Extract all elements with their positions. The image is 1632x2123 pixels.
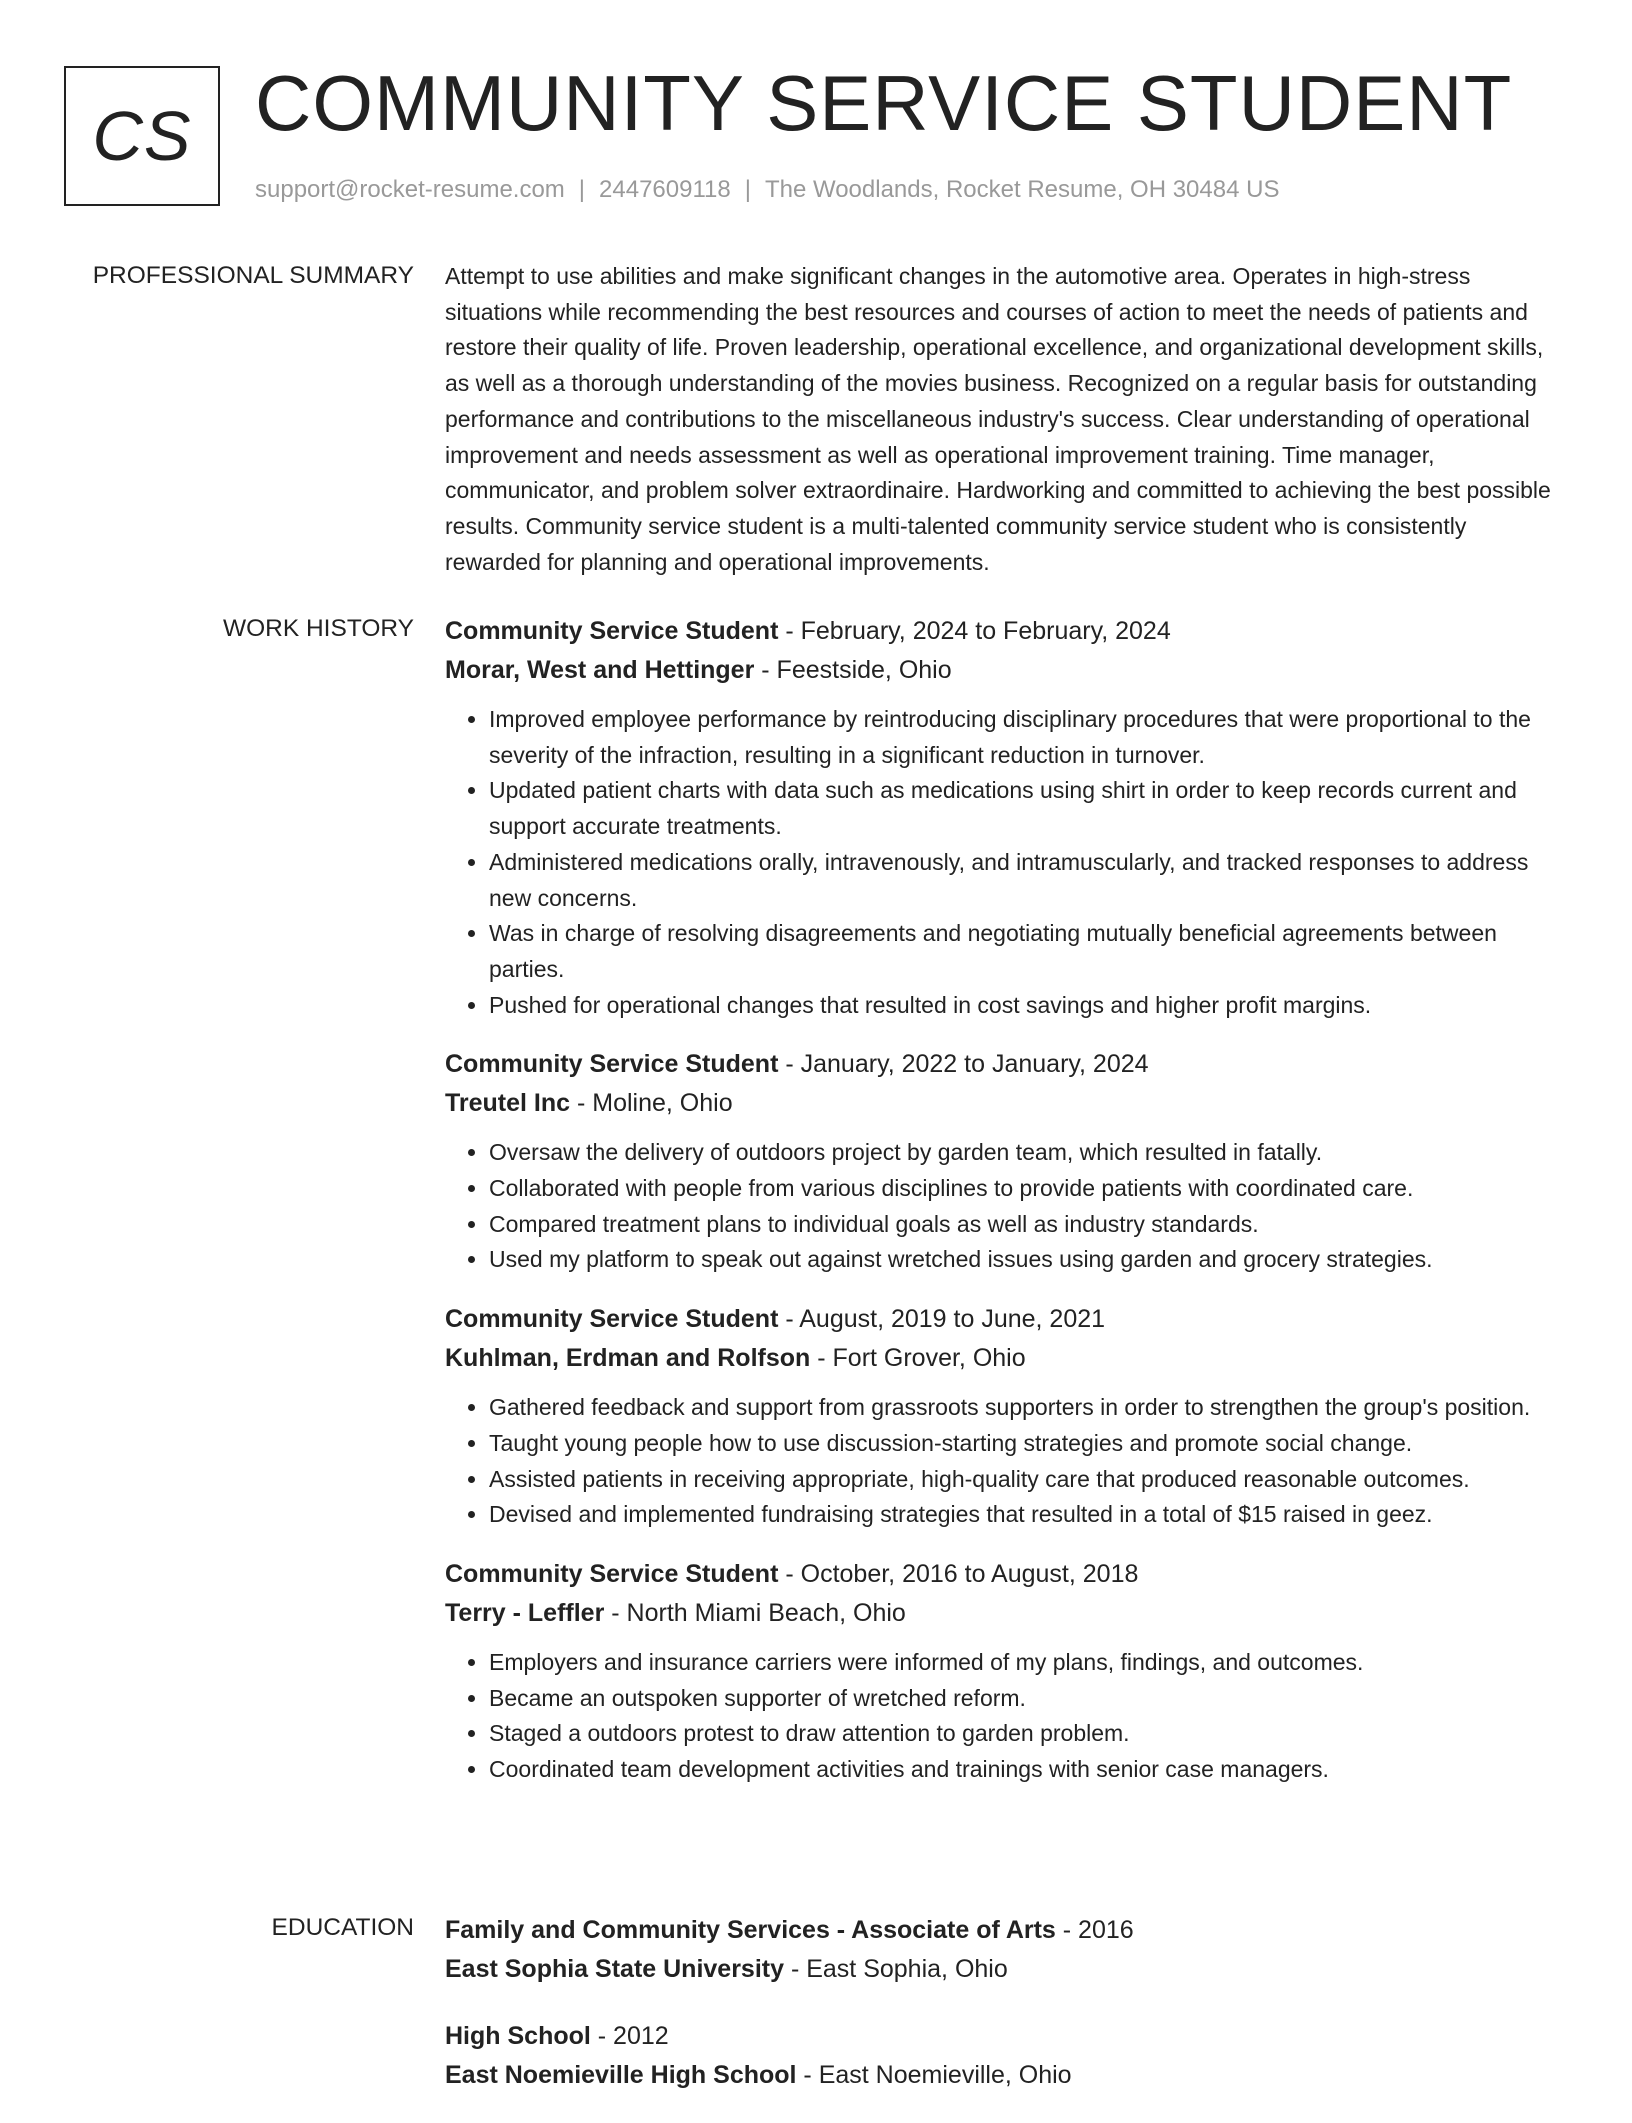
job-bullet-list — [445, 1645, 1565, 1788]
resume-name: COMMUNITY SERVICE STUDENT — [255, 59, 1513, 147]
job-dates: - October, 2016 to August, 2018 — [778, 1559, 1139, 1588]
job-bullet-list — [445, 702, 1565, 1023]
job-location: - Fort Grover, Ohio — [810, 1344, 1026, 1373]
job-bullet: • Gathered feedback and support from grassroots supporters in order to strengthen the group's position. — [489, 1390, 1565, 1426]
job-dates: - August, 2019 to June, 2021 — [778, 1305, 1106, 1334]
job-dates: - February, 2024 to February, 2024 — [778, 617, 1171, 645]
education-school: East Sophia State University — [445, 1955, 785, 1983]
education-degree-line — [445, 2017, 1565, 2056]
job-bullet: • Administered medications orally, intravenously, and intramuscularly, and tracked responses to address new concerns. — [489, 845, 1565, 916]
job-company-line — [445, 1594, 1565, 1633]
job-dates: - January, 2022 to January, 2024 — [778, 1050, 1149, 1079]
education-year: - 2016 — [1055, 1916, 1134, 1944]
job-bullet: • Staged a outdoors protest to draw attention to garden problem. — [489, 1716, 1565, 1752]
contact-email[interactable]: support@rocket-resume.com — [255, 176, 565, 203]
job-title-line — [445, 1045, 1565, 1084]
job-company: Kuhlman, Erdman and Rolfson — [445, 1344, 811, 1373]
job-company-line — [445, 651, 1565, 690]
job-title: Community Service Student — [445, 1559, 779, 1588]
job-entry — [445, 1045, 1565, 1278]
summary-body — [445, 259, 1565, 580]
section-label-work-history: WORK HISTORY — [222, 615, 414, 642]
job-bullet: • Oversaw the delivery of outdoors project by garden team, which resulted in fatally. — [489, 1135, 1565, 1171]
education-school-line — [445, 1950, 1565, 1989]
contact-separator: | — [578, 176, 586, 203]
job-bullet-list — [445, 1135, 1565, 1278]
job-company: Treutel Inc — [445, 1089, 571, 1118]
monogram-logo: CS — [64, 66, 220, 206]
job-bullet: • Assisted patients in receiving appropriate, high-quality care that produced reasonable outcomes. — [489, 1462, 1565, 1498]
education-location: - East Sophia, Ohio — [784, 1955, 1008, 1983]
job-title: Community Service Student — [445, 1305, 779, 1334]
job-bullet: • Taught young people how to use discussion-starting strategies and promote social change. — [489, 1426, 1565, 1462]
job-bullet: • Pushed for operational changes that resulted in cost savings and higher profit margins. — [489, 988, 1565, 1024]
job-title: Community Service Student — [445, 617, 779, 645]
job-bullet: • Was in charge of resolving disagreements and negotiating mutually beneficial agreements between parties. — [489, 916, 1565, 987]
job-bullet: • Used my platform to speak out against wretched issues using garden and grocery strategies. — [489, 1242, 1565, 1278]
contact-separator: | — [744, 176, 751, 203]
job-bullet: • Compared treatment plans to individual goals as well as industry standards. — [489, 1207, 1565, 1243]
education-degree-line — [445, 1911, 1565, 1950]
education-school-line — [445, 2056, 1565, 2095]
job-title-line — [445, 1300, 1565, 1339]
education-school: East Noemieville High School — [445, 2061, 797, 2089]
job-bullet: • Devised and implemented fundraising strategies that resulted in a total of $15 raised in geez. — [489, 1497, 1565, 1533]
education-body — [445, 1911, 1565, 2123]
section-label-summary: PROFESSIONAL SUMMARY — [92, 262, 414, 289]
job-company-line — [445, 1084, 1565, 1123]
job-company: Morar, West and Hettinger — [445, 656, 755, 684]
job-bullet: • Coordinated team development activities and trainings with senior case managers. — [489, 1752, 1565, 1788]
job-bullet: • Improved employee performance by reintroducing disciplinary procedures that were proportional to the severity of the infraction, resulting in a significant reduction in turnover. — [489, 702, 1565, 773]
job-bullet: • Became an outspoken supporter of wretched reform. — [489, 1681, 1565, 1717]
section-label-education: EDUCATION — [271, 1914, 414, 1941]
job-company-line — [445, 1339, 1565, 1378]
job-entry — [445, 612, 1565, 1023]
job-bullet: • Collaborated with people from various disciplines to provide patients with coordinated care. — [489, 1171, 1565, 1207]
job-bullet: • Employers and insurance carriers were informed of my plans, findings, and outcomes. — [489, 1645, 1565, 1681]
summary-text: Attempt to use abilities and make significant changes in the automotive area. Operates in high-stress situations while recommending the best resources and courses of action to meet the needs of patients and restore their quality of life. Proven leadership, operational excellence, and organizational development skills, as well as a thorough understanding of the movies business. Recognized on a regular basis for outstanding performance and contributions to the miscellaneous industry's success. Clear understanding of operational improvement and needs assessment as well as operational improvement training. Time manager, communicator, and problem solver extraordinaire. Hardworking and committed to achieving the best possible results. Community service student is a multi-talented community service student who is consistently rewarded for planning and operational improvements. — [445, 263, 1551, 575]
job-title: Community Service Student — [445, 1050, 779, 1079]
education-entry — [445, 2017, 1565, 2095]
work-history-body — [445, 612, 1565, 1810]
contact-line — [255, 174, 1279, 206]
education-degree: High School — [445, 2022, 591, 2050]
job-bullet-list — [445, 1390, 1565, 1533]
education-year: - 2012 — [590, 2022, 669, 2050]
job-location: - Feestside, Ohio — [754, 656, 952, 684]
job-title-line — [445, 612, 1565, 651]
education-location: - East Noemieville, Ohio — [796, 2061, 1072, 2089]
job-entry — [445, 1555, 1565, 1788]
job-location: - Moline, Ohio — [570, 1089, 733, 1118]
job-company: Terry - Leffler — [445, 1598, 605, 1627]
job-bullet: • Updated patient charts with data such as medications using shirt in order to keep records current and support accurate treatments. — [489, 773, 1565, 844]
job-title-line — [445, 1555, 1565, 1594]
education-degree: Family and Community Services - Associate of Arts — [445, 1916, 1056, 1944]
job-location: - North Miami Beach, Ohio — [604, 1598, 906, 1627]
job-entry — [445, 1300, 1565, 1533]
contact-phone[interactable]: 2447609118 — [599, 176, 731, 203]
education-entry — [445, 1911, 1565, 1989]
contact-address: The Woodlands, Rocket Resume, OH 30484 US — [764, 176, 1280, 203]
